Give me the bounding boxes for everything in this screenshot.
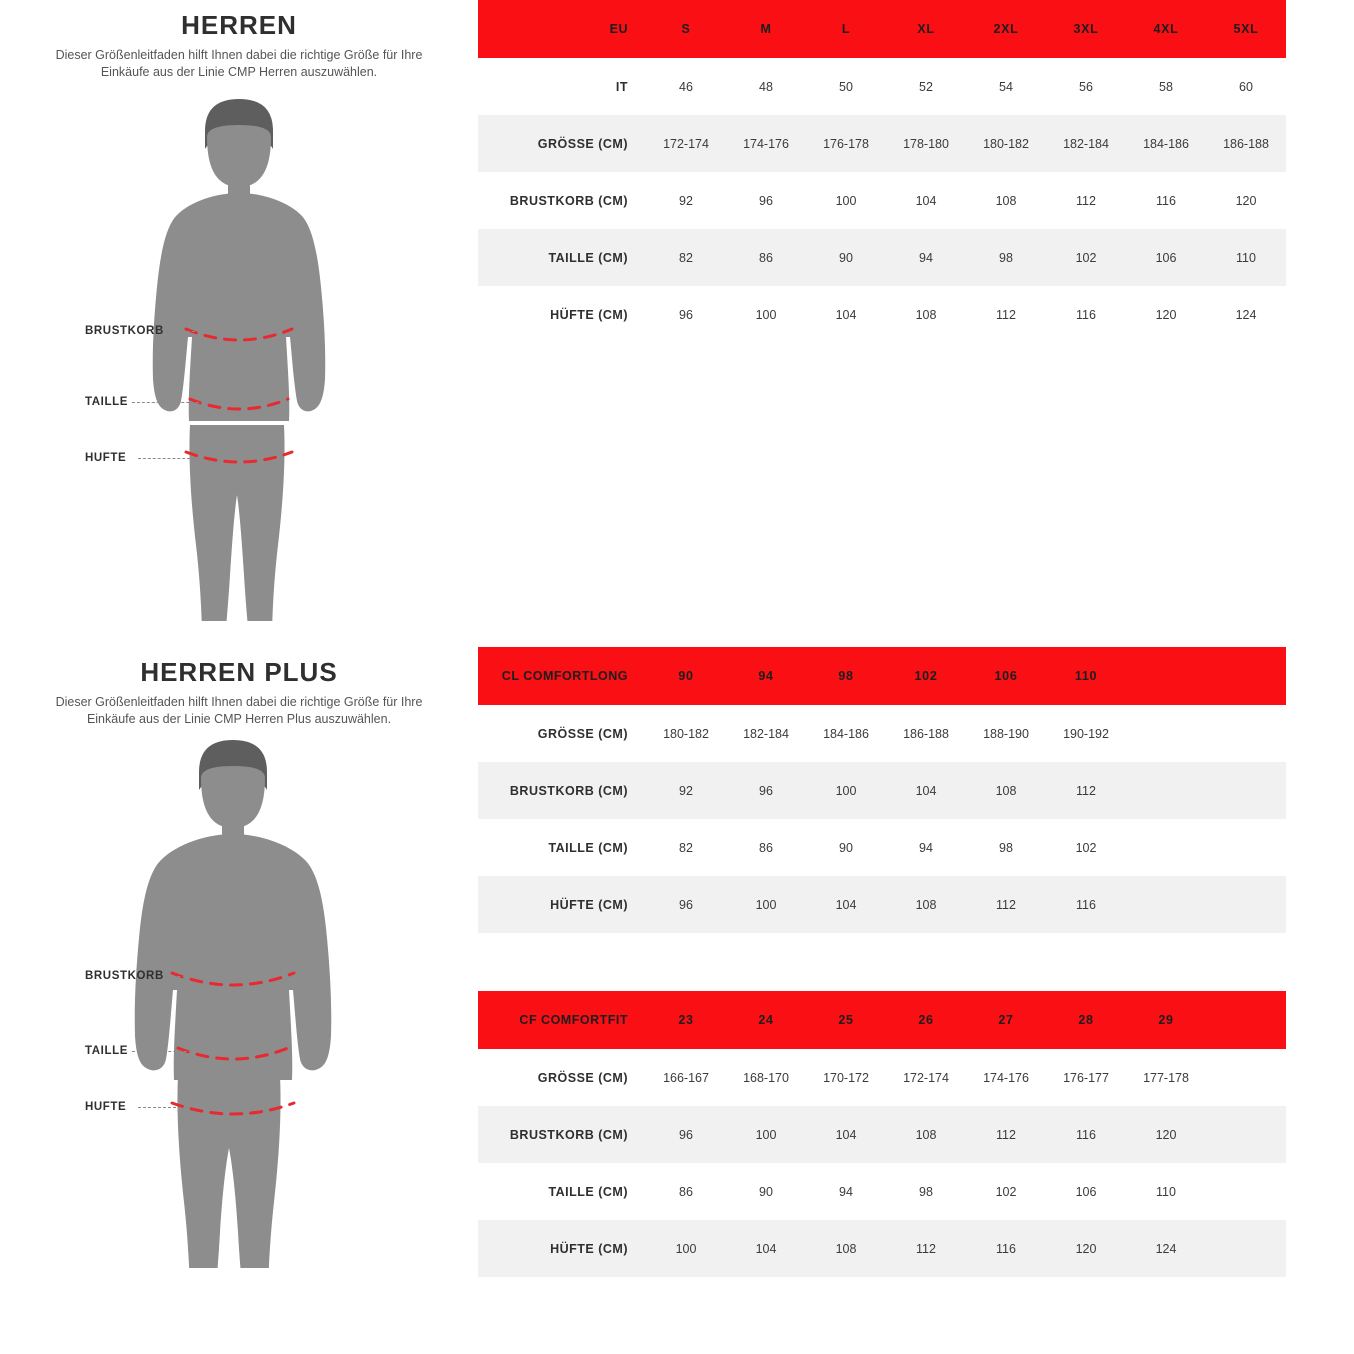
- header-cell: 102: [886, 647, 966, 705]
- cell: 116: [1046, 286, 1126, 343]
- cell: 116: [966, 1220, 1046, 1277]
- header-cell-2xl: 2XL: [966, 0, 1046, 58]
- cell: 50: [806, 58, 886, 115]
- cell: 172-174: [886, 1049, 966, 1106]
- header-cell-comfortlong: CL COMFORTLONG: [478, 647, 646, 705]
- cell: 174-176: [966, 1049, 1046, 1106]
- cell: 106: [1046, 1163, 1126, 1220]
- herren-plus-right-column: [478, 647, 1354, 1277]
- cell: 186-188: [1206, 115, 1286, 172]
- cell: 172-174: [646, 115, 726, 172]
- label-chest-herren-plus: BRUSTKORB: [85, 970, 164, 982]
- cell: 90: [726, 1163, 806, 1220]
- cell: 184-186: [806, 705, 886, 762]
- cell: 90: [806, 229, 886, 286]
- table-row: [478, 819, 1286, 876]
- header-cell-xl: XL: [886, 0, 966, 58]
- cell: 82: [646, 819, 726, 876]
- cell: 182-184: [726, 705, 806, 762]
- herren-plus-left-column: [0, 647, 478, 1277]
- table-row: [478, 286, 1286, 343]
- cell: 102: [1046, 229, 1126, 286]
- cell: 112: [966, 286, 1046, 343]
- row-label: HÜFTE (CM): [478, 876, 646, 933]
- cell: [1206, 1163, 1286, 1220]
- cell: 46: [646, 58, 726, 115]
- cell: [1206, 819, 1286, 876]
- cell: 112: [1046, 172, 1126, 229]
- table-header-row: [478, 0, 1286, 58]
- table-row: [478, 876, 1286, 933]
- section-description-herren: Dieser Größenleitfaden hilft Ihnen dabei die richtige Größe für Ihre Einkäufe aus der Linie CMP Herren auszuwählen.: [55, 48, 423, 79]
- cell: 108: [966, 172, 1046, 229]
- header-cell-5xl: 5XL: [1206, 0, 1286, 58]
- section-title-herren-plus: HERREN PLUS: [140, 657, 338, 687]
- cell: 108: [806, 1220, 886, 1277]
- header-cell: 23: [646, 991, 726, 1049]
- table-row: [478, 172, 1286, 229]
- cell: 180-182: [966, 115, 1046, 172]
- cell: 176-177: [1046, 1049, 1126, 1106]
- cell: 54: [966, 58, 1046, 115]
- header-cell: 90: [646, 647, 726, 705]
- cell: 116: [1126, 172, 1206, 229]
- cell: 108: [886, 876, 966, 933]
- header-cell: 26: [886, 991, 966, 1049]
- header-cell: 29: [1126, 991, 1206, 1049]
- cell: 98: [966, 819, 1046, 876]
- header-cell: 98: [806, 647, 886, 705]
- header-cell: 25: [806, 991, 886, 1049]
- cell: 124: [1126, 1220, 1206, 1277]
- table-row: [478, 705, 1286, 762]
- cell: 108: [966, 762, 1046, 819]
- leader-hip-herren-plus: [138, 1107, 186, 1108]
- cell: 112: [966, 1106, 1046, 1163]
- cell: [1206, 1106, 1286, 1163]
- cell: 98: [966, 229, 1046, 286]
- leader-chest-herren: [166, 331, 200, 332]
- header-cell-m: M: [726, 0, 806, 58]
- header-cell: 27: [966, 991, 1046, 1049]
- cell: 96: [726, 762, 806, 819]
- cell: 104: [726, 1220, 806, 1277]
- cell: 116: [1046, 1106, 1126, 1163]
- cell: 104: [886, 762, 966, 819]
- header-cell-eu: EU: [478, 0, 646, 58]
- leader-hip-herren: [138, 458, 200, 459]
- cell: 108: [886, 1106, 966, 1163]
- row-label: BRUSTKORB (CM): [478, 1106, 646, 1163]
- herren-left-column: [0, 0, 478, 621]
- herren-right-column: [478, 0, 1354, 621]
- cell: 90: [806, 819, 886, 876]
- header-cell: 24: [726, 991, 806, 1049]
- cell: 94: [806, 1163, 886, 1220]
- cell: [1206, 1220, 1286, 1277]
- table-row: [478, 1220, 1286, 1277]
- cell: [1126, 819, 1206, 876]
- leader-chest-herren-plus: [166, 976, 186, 977]
- cell: 188-190: [966, 705, 1046, 762]
- row-label: TAILLE (CM): [478, 1163, 646, 1220]
- table-comfortfit: [478, 991, 1286, 1277]
- cell: 124: [1206, 286, 1286, 343]
- table-row: [478, 1106, 1286, 1163]
- cell: 94: [886, 229, 966, 286]
- cell: 116: [1046, 876, 1126, 933]
- section-description-herren-plus: Dieser Größenleitfaden hilft Ihnen dabei die richtige Größe für Ihre Einkäufe aus der Linie CMP Herren Plus auszuwählen.: [55, 695, 423, 726]
- cell: 100: [806, 762, 886, 819]
- cell: 58: [1126, 58, 1206, 115]
- row-label: BRUSTKORB (CM): [478, 762, 646, 819]
- cell: 168-170: [726, 1049, 806, 1106]
- cell: 120: [1126, 286, 1206, 343]
- cell: 166-167: [646, 1049, 726, 1106]
- cell: 170-172: [806, 1049, 886, 1106]
- leader-waist-herren: [132, 402, 204, 403]
- label-chest-herren: BRUSTKORB: [85, 325, 164, 337]
- cell: 120: [1206, 172, 1286, 229]
- section-spacer: [0, 621, 1354, 647]
- cell: 182-184: [1046, 115, 1126, 172]
- cell: 190-192: [1046, 705, 1126, 762]
- cell: 120: [1126, 1106, 1206, 1163]
- cell: 177-178: [1126, 1049, 1206, 1106]
- cell: 96: [646, 1106, 726, 1163]
- header-cell: [1206, 647, 1286, 705]
- header-cell: 28: [1046, 991, 1126, 1049]
- table-comfortlong: [478, 647, 1286, 933]
- table-row: [478, 1049, 1286, 1106]
- cell: [1206, 705, 1286, 762]
- cell: 100: [726, 1106, 806, 1163]
- row-label: BRUSTKORB (CM): [478, 172, 646, 229]
- cell: 104: [806, 876, 886, 933]
- row-label: GRÖSSE (CM): [478, 1049, 646, 1106]
- section-herren-plus: [0, 647, 1354, 1277]
- table-herren-eu: [478, 0, 1286, 343]
- header-cell-l: L: [806, 0, 886, 58]
- row-label: HÜFTE (CM): [478, 286, 646, 343]
- cell: 104: [886, 172, 966, 229]
- male-plus-body-illustration: [0, 728, 478, 1268]
- header-cell-comfortfit: CF COMFORTFIT: [478, 991, 646, 1049]
- header-cell-4xl: 4XL: [1126, 0, 1206, 58]
- cell: 108: [886, 286, 966, 343]
- cell: 60: [1206, 58, 1286, 115]
- cell: 48: [726, 58, 806, 115]
- cell: [1126, 762, 1206, 819]
- cell: 56: [1046, 58, 1126, 115]
- cell: 96: [726, 172, 806, 229]
- cell: 112: [1046, 762, 1126, 819]
- cell: 184-186: [1126, 115, 1206, 172]
- table-row: [478, 1163, 1286, 1220]
- cell: 174-176: [726, 115, 806, 172]
- cell: 86: [726, 819, 806, 876]
- cell: [1206, 1049, 1286, 1106]
- header-cell: 106: [966, 647, 1046, 705]
- cell: 86: [726, 229, 806, 286]
- header-cell: [1206, 991, 1286, 1049]
- cell: [1126, 705, 1206, 762]
- header-cell: 94: [726, 647, 806, 705]
- table-header-row: [478, 991, 1286, 1049]
- cell: 102: [1046, 819, 1126, 876]
- header-cell: [1126, 647, 1206, 705]
- body-figure-herren: [0, 81, 478, 621]
- cell: 86: [646, 1163, 726, 1220]
- cell: 104: [806, 286, 886, 343]
- cell: 180-182: [646, 705, 726, 762]
- cell: 100: [646, 1220, 726, 1277]
- row-label: IT: [478, 58, 646, 115]
- cell: 186-188: [886, 705, 966, 762]
- table-header-row: [478, 647, 1286, 705]
- cell: 96: [646, 876, 726, 933]
- header-cell-s: S: [646, 0, 726, 58]
- section-title-herren: HERREN: [181, 10, 297, 40]
- cell: 104: [806, 1106, 886, 1163]
- row-label: HÜFTE (CM): [478, 1220, 646, 1277]
- cell: [1126, 876, 1206, 933]
- cell: 110: [1126, 1163, 1206, 1220]
- header-cell-3xl: 3XL: [1046, 0, 1126, 58]
- cell: 98: [886, 1163, 966, 1220]
- cell: 92: [646, 172, 726, 229]
- cell: 102: [966, 1163, 1046, 1220]
- table-spacer: [478, 933, 1286, 991]
- body-figure-herren-plus: [0, 728, 478, 1268]
- cell: 52: [886, 58, 966, 115]
- label-waist-herren: TAILLE: [85, 396, 128, 408]
- label-waist-herren-plus: TAILLE: [85, 1045, 128, 1057]
- table-row: [478, 762, 1286, 819]
- label-hip-herren-plus: HUFTE: [85, 1101, 127, 1113]
- header-cell: 110: [1046, 647, 1126, 705]
- cell: 96: [646, 286, 726, 343]
- cell: 106: [1126, 229, 1206, 286]
- cell: 100: [726, 286, 806, 343]
- cell: 100: [726, 876, 806, 933]
- table-row: [478, 115, 1286, 172]
- section-herren: [0, 0, 1354, 621]
- cell: 94: [886, 819, 966, 876]
- label-hip-herren: HUFTE: [85, 452, 127, 464]
- cell: 100: [806, 172, 886, 229]
- row-label: GRÖSSE (CM): [478, 705, 646, 762]
- cell: 176-178: [806, 115, 886, 172]
- cell: 178-180: [886, 115, 966, 172]
- cell: [1206, 876, 1286, 933]
- cell: 112: [886, 1220, 966, 1277]
- cell: 120: [1046, 1220, 1126, 1277]
- row-label: TAILLE (CM): [478, 229, 646, 286]
- cell: 82: [646, 229, 726, 286]
- cell: 92: [646, 762, 726, 819]
- cell: 110: [1206, 229, 1286, 286]
- table-row: [478, 229, 1286, 286]
- leader-waist-herren-plus: [132, 1051, 192, 1052]
- row-label: TAILLE (CM): [478, 819, 646, 876]
- row-label: GRÖSSE (CM): [478, 115, 646, 172]
- cell: [1206, 762, 1286, 819]
- cell: 112: [966, 876, 1046, 933]
- table-row: [478, 58, 1286, 115]
- male-body-illustration: [0, 81, 478, 621]
